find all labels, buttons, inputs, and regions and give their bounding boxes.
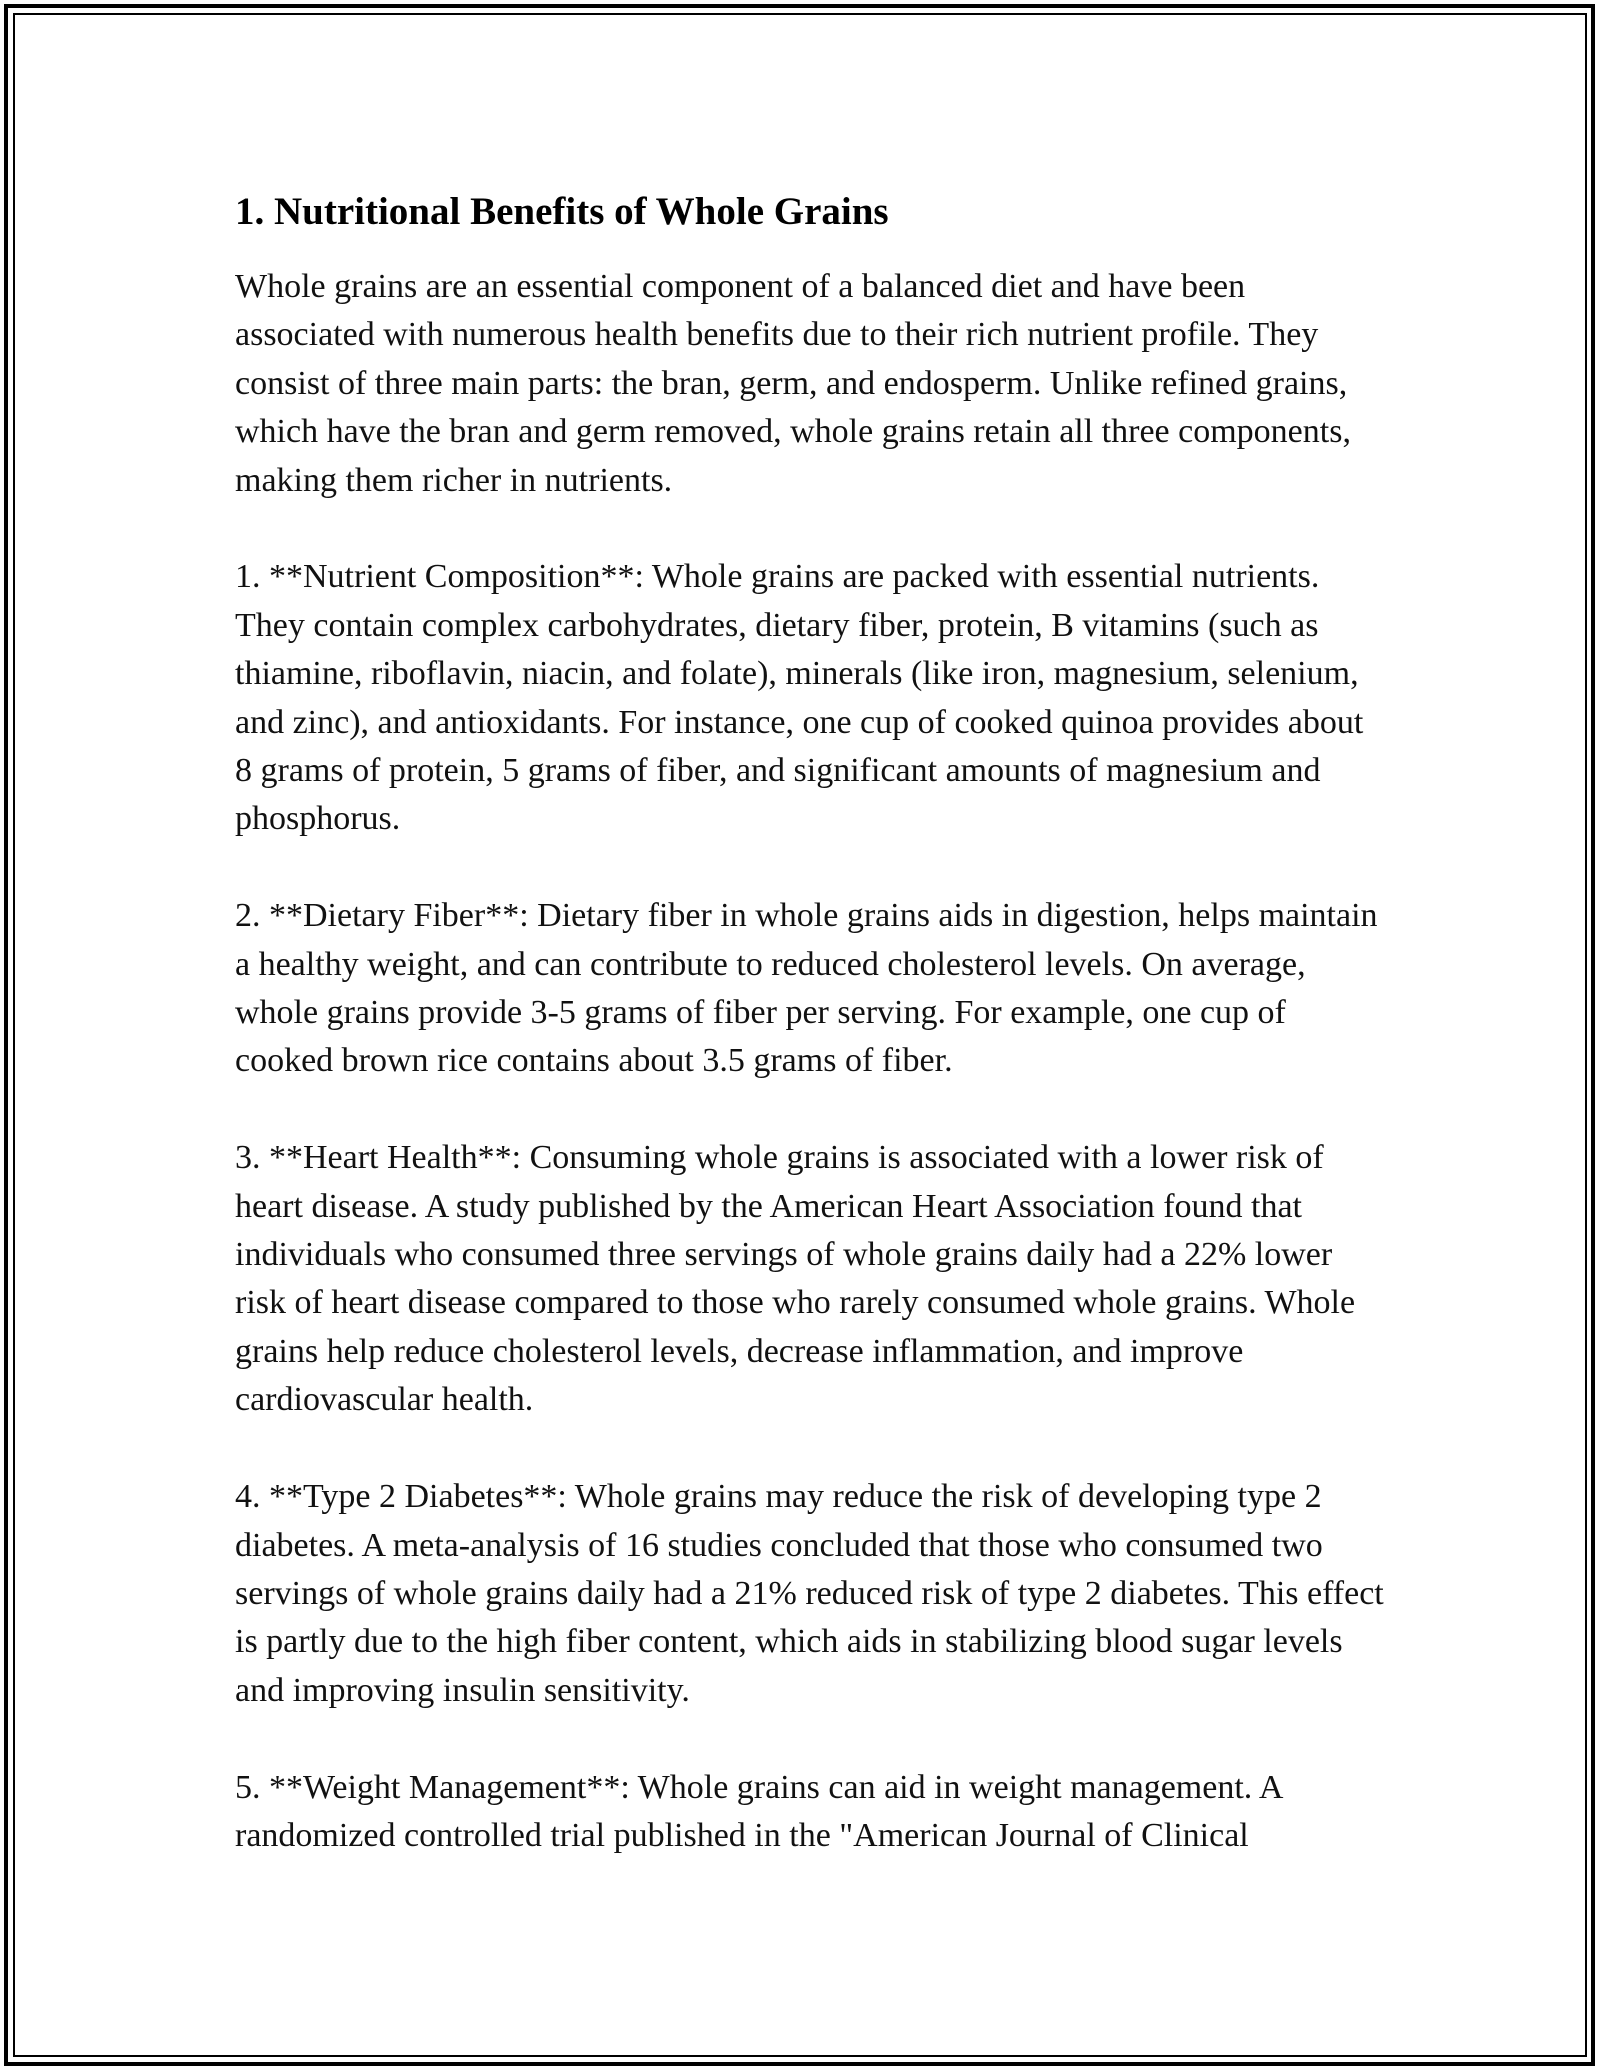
nutrient-composition-paragraph: 1. **Nutrient Composition**: Whole grains are packed with essential nutrients. They contain complex carbohydrates, dietary fiber, protein, B vitamins (such as thiamine, riboflavin, niacin, and folate), minerals (like iron, magnesium, selenium, and zinc), and antioxidants. For instance, one cup of cooked quinoa provides about 8 grams of protein, 5 grams of fiber, and significant amounts of magnesium and phosphorus. xyxy=(235,558,1364,838)
heart-health-paragraph: 3. **Heart Health**: Consuming whole grains is associated with a lower risk of heart disease. A study published by the American Heart Association found that individuals who consumed three servings of whole grains daily had a 22% lower risk of heart disease compared to those who rarely consumed whole grains. Whole grains help reduce cholesterol levels, decrease inflammation, and improve cardiovascular health. xyxy=(235,1139,1356,1419)
intro-paragraph: Whole grains are an essential component of a balanced diet and have been associated with numerous health benefits due to their rich nutrient profile. They consist of three main parts: the bran, germ, and endosperm. Unlike refined grains, which have the bran and germ removed, whole grains retain all three components, making them richer in nutrients. xyxy=(235,268,1351,499)
weight-management-paragraph: 5. **Weight Management**: Whole grains can aid in weight management. A randomized controlled trial published in the "American Journal of Clinical xyxy=(235,1768,1282,1854)
document-body xyxy=(235,186,1385,1909)
type-2-diabetes-paragraph: 4. **Type 2 Diabetes**: Whole grains may reduce the risk of developing type 2 diabetes. A meta-analysis of 16 studies concluded that those who consumed two servings of whole grains daily had a 21% reduced risk of type 2 diabetes. This effect is partly due to the high fiber content, which aids in stabilizing blood sugar levels and improving insulin sensitivity. xyxy=(235,1478,1384,1709)
section-heading: 1. Nutritional Benefits of Whole Grains xyxy=(235,190,889,233)
dietary-fiber-paragraph: 2. **Dietary Fiber**: Dietary fiber in whole grains aids in digestion, helps maintain a healthy weight, and can contribute to reduced cholesterol levels. On average, whole grains provide 3-5 grams of fiber per serving. For example, one cup of cooked brown rice contains about 3.5 grams of fiber. xyxy=(235,897,1378,1080)
